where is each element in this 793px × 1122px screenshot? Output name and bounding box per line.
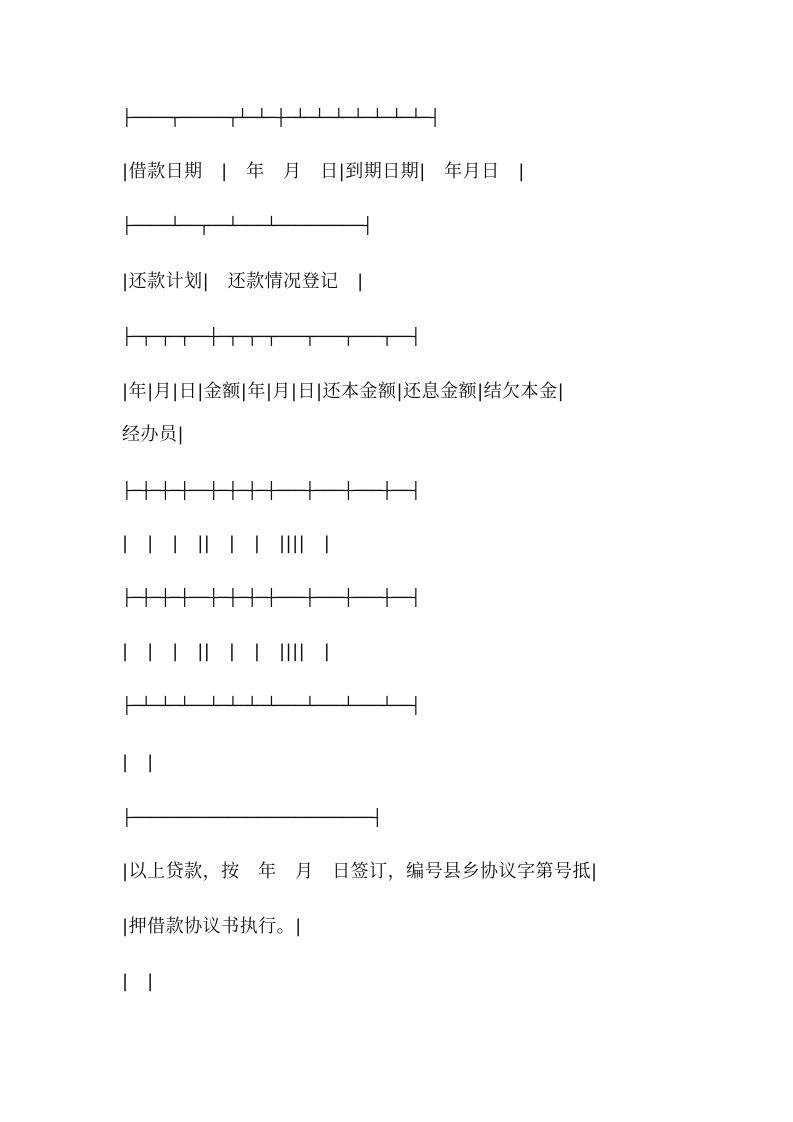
table-border-line: ├────┴──┬──┴───┴─────────┤ xyxy=(122,216,373,235)
table-border-line: ├─────────────────────────┤ xyxy=(122,808,383,827)
table-border-line: ├────┬─────┬┴─┴─┼─┴─┴─┴─┴─┴─┴─┴─┤ xyxy=(122,108,440,127)
agreement-text-line: |押借款协议书执行。| xyxy=(122,916,302,937)
table-row: | | xyxy=(122,752,154,773)
table-border-line: ├─┴─┴─┴──┴─┴─┴─┴───┴───┴───┴──┤ xyxy=(122,696,421,715)
table-row: | | | || | | |||| | xyxy=(122,533,331,554)
table-row: | | | || | | |||| | xyxy=(122,641,331,662)
loan-date-row: |借款日期 | 年 月 日|到期日期| 年月日 | xyxy=(122,161,525,182)
table-border-line: ├─┼─┼─┼──┼─┼─┼─┼───┼───┼───┼──┤ xyxy=(122,588,421,607)
column-header-row: |年|月|日|金额|年|月|日|还本金额|还息金额|结欠本金| xyxy=(122,381,565,402)
column-header-continued: 经办员| xyxy=(122,424,185,445)
repayment-plan-row: |还款计划| 还款情况登记 | xyxy=(122,271,364,292)
table-border-line: ├─┼─┼─┼──┼─┼─┼─┼───┼───┼───┼──┤ xyxy=(122,481,421,500)
agreement-text-line: |以上贷款，按 年 月 日签订，编号县乡协议字第号抵| xyxy=(122,861,598,882)
table-row: | | xyxy=(122,971,154,992)
table-border-line: ├─┬─┬─┬──┼─┬─┬─┬───┬───┬───┬──┤ xyxy=(122,327,421,346)
